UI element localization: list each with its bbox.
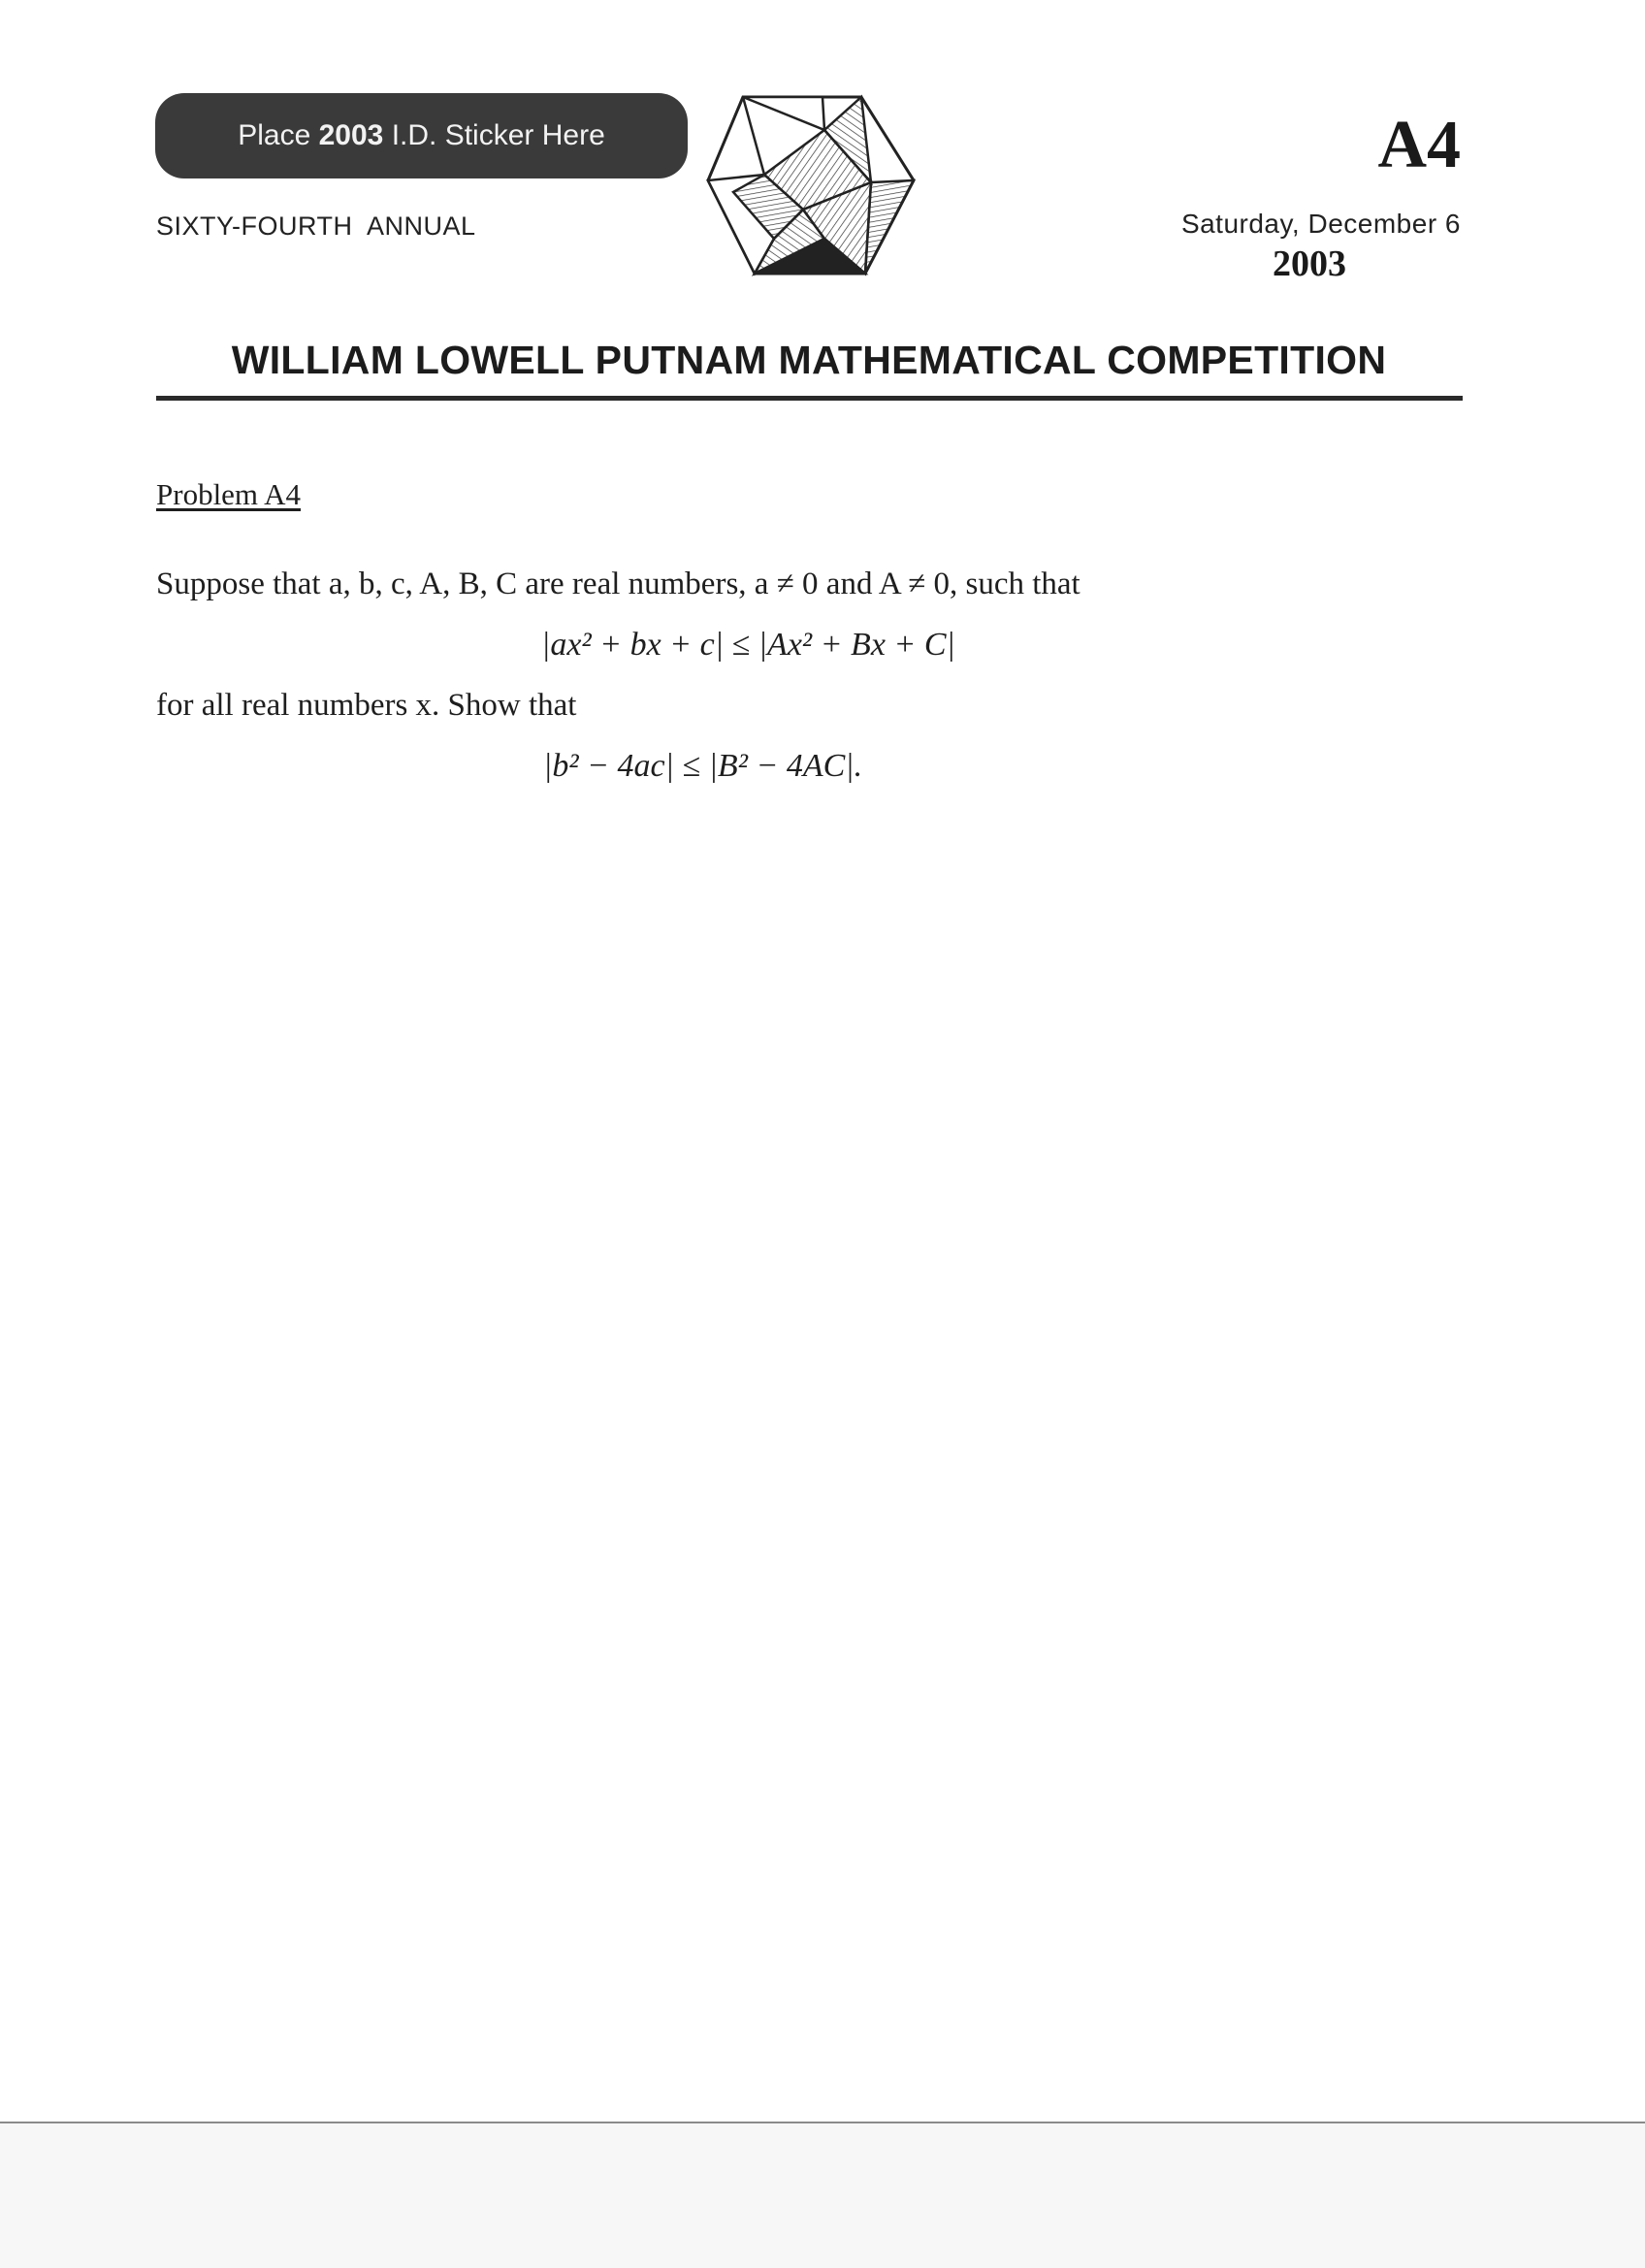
title-rule — [156, 396, 1463, 401]
sticker-suffix: I.D. Sticker Here — [391, 119, 605, 151]
inequality-hypothesis: |ax² + bx + c| ≤ |Ax² + Bx + C| — [541, 627, 955, 663]
problem-heading: Problem A4 — [156, 477, 301, 511]
icosahedron-logo-icon — [706, 93, 916, 277]
sticker-year: 2003 — [318, 119, 384, 151]
problem-statement-line1: Suppose that a, b, c, A, B, C are real numbers, a ≠ 0 and A ≠ 0, such that — [156, 567, 1081, 601]
competition-title: WILLIAM LOWELL PUTNAM MATHEMATICAL COMPETITION — [231, 338, 1387, 382]
inequality-conclusion: |b² − 4ac| ≤ |B² − 4AC|. — [543, 748, 863, 784]
scan-bottom-margin — [0, 2123, 1645, 2268]
problem-statement-line2: for all real numbers x. Show that — [156, 688, 577, 723]
problem-code: A4 — [1377, 108, 1461, 182]
exam-year: 2003 — [1273, 243, 1346, 284]
exam-date: Saturday, December 6 — [1180, 209, 1461, 239]
annual-label: SIXTY-FOURTH ANNUAL — [156, 211, 476, 241]
sticker-prefix: Place — [238, 119, 311, 151]
id-sticker-placeholder — [155, 93, 688, 178]
